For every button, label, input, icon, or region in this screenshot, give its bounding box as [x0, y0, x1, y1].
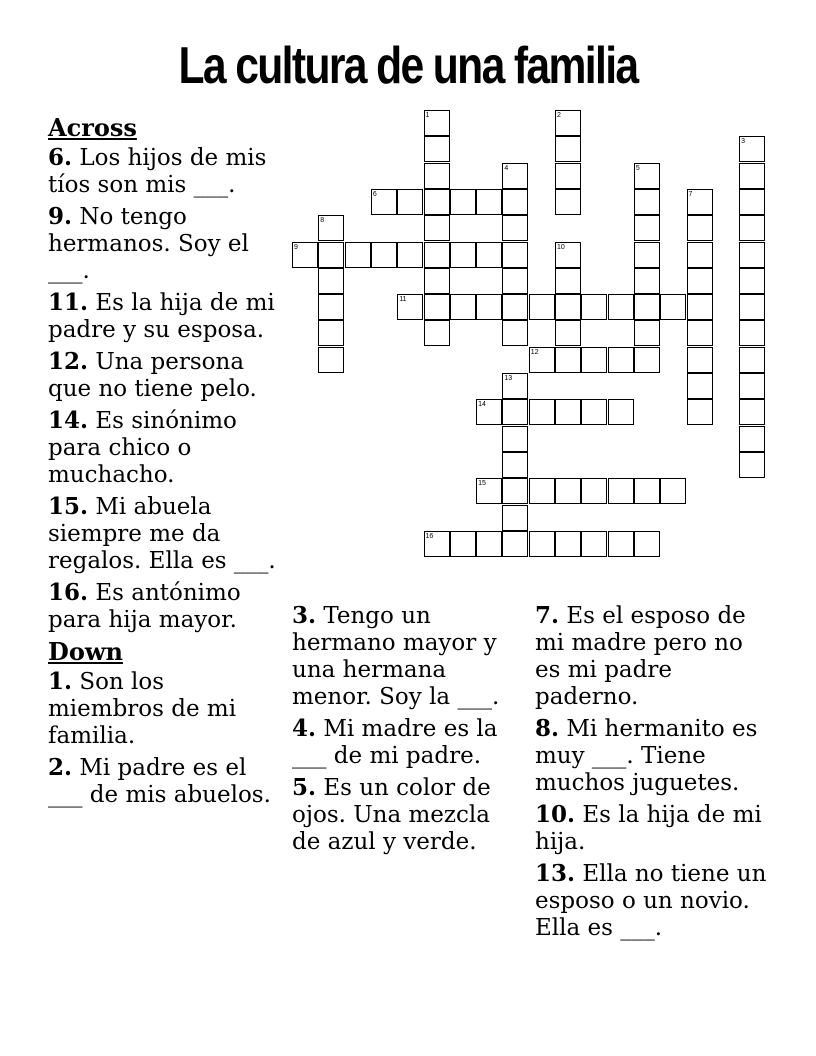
- grid-cell[interactable]: [345, 242, 371, 268]
- across-clue-15: 15. Mi abuela siempre me da regalos. Ella es ___.: [48, 493, 276, 574]
- grid-cell[interactable]: [739, 373, 765, 399]
- grid-cell[interactable]: [424, 268, 450, 294]
- grid-cell[interactable]: [424, 320, 450, 346]
- grid-cell[interactable]: [660, 294, 686, 320]
- grid-cell[interactable]: [687, 242, 713, 268]
- grid-cell[interactable]: [555, 399, 581, 425]
- cell-number: 11: [399, 296, 407, 304]
- grid-cell[interactable]: [476, 189, 502, 215]
- down-clue-2: 2. Mi padre es el ___ de mis abuelos.: [48, 754, 271, 808]
- down-clue-8: 8. Mi hermanito es muy ___. Tiene muchos juguetes.: [535, 715, 758, 796]
- grid-cell[interactable]: [292, 242, 318, 268]
- grid-cell[interactable]: [634, 347, 660, 373]
- grid-cell[interactable]: [555, 347, 581, 373]
- grid-cell[interactable]: [739, 189, 765, 215]
- grid-cell[interactable]: [502, 531, 528, 557]
- grid-cell[interactable]: [555, 242, 581, 268]
- grid-cell[interactable]: [397, 294, 423, 320]
- grid-cell[interactable]: [318, 268, 344, 294]
- down-clue-4: 4. Mi madre es la ___ de mi padre.: [292, 715, 498, 769]
- grid-cell[interactable]: [502, 189, 528, 215]
- grid-cell[interactable]: [424, 294, 450, 320]
- page-title: La cultura de una familia: [178, 37, 638, 95]
- grid-cell[interactable]: [424, 531, 450, 557]
- grid-cell[interactable]: [318, 215, 344, 241]
- grid-cell[interactable]: [476, 294, 502, 320]
- cell-number: 14: [478, 401, 486, 409]
- grid-cell[interactable]: [502, 268, 528, 294]
- grid-cell[interactable]: [450, 531, 476, 557]
- grid-cell[interactable]: [608, 531, 634, 557]
- clue-column-2: [292, 602, 522, 860]
- grid-cell[interactable]: [424, 163, 450, 189]
- grid-cell[interactable]: [581, 399, 607, 425]
- cell-number: 4: [504, 164, 509, 172]
- grid-cell[interactable]: [739, 452, 765, 478]
- grid-cell[interactable]: [555, 294, 581, 320]
- grid-cell[interactable]: [450, 294, 476, 320]
- across-clue-6: 6. Los hijos de mis tíos son mis ___.: [48, 144, 267, 198]
- grid-cell[interactable]: [502, 320, 528, 346]
- grid-cell[interactable]: [555, 163, 581, 189]
- grid-cell[interactable]: [687, 268, 713, 294]
- grid-cell[interactable]: [424, 136, 450, 162]
- grid-cell[interactable]: [397, 189, 423, 215]
- grid-cell[interactable]: [687, 294, 713, 320]
- across-heading: Across: [48, 113, 137, 142]
- grid-cell[interactable]: [555, 268, 581, 294]
- cell-number: 8: [320, 217, 325, 225]
- cell-number: 6: [372, 190, 377, 198]
- grid-cell[interactable]: [739, 294, 765, 320]
- grid-cell[interactable]: [555, 320, 581, 346]
- grid-cell[interactable]: [634, 294, 660, 320]
- grid-cell[interactable]: [687, 215, 713, 241]
- grid-cell[interactable]: [424, 189, 450, 215]
- grid-cell[interactable]: [529, 531, 555, 557]
- grid-cell[interactable]: [529, 478, 555, 504]
- grid-cell[interactable]: [687, 399, 713, 425]
- cell-number: 3: [741, 138, 745, 146]
- grid-cell[interactable]: [529, 294, 555, 320]
- grid-cell[interactable]: [739, 399, 765, 425]
- grid-cell[interactable]: [739, 320, 765, 346]
- grid-cell[interactable]: [608, 294, 634, 320]
- cell-number: 16: [425, 532, 434, 540]
- grid-cell[interactable]: [502, 452, 528, 478]
- grid-cell[interactable]: [502, 373, 528, 399]
- grid-cell[interactable]: [739, 215, 765, 241]
- grid-cell[interactable]: [739, 163, 765, 189]
- grid-cell[interactable]: [634, 163, 660, 189]
- across-clue-9: 9. No tengo hermanos. Soy el ___.: [48, 203, 249, 284]
- cell-number: 12: [530, 348, 539, 356]
- grid-cell[interactable]: [555, 189, 581, 215]
- cell-number: 7: [688, 190, 693, 198]
- grid-cell[interactable]: [634, 268, 660, 294]
- grid-cell[interactable]: [739, 347, 765, 373]
- grid-cell[interactable]: [424, 215, 450, 241]
- grid-cell[interactable]: [660, 478, 686, 504]
- down-heading: Down: [48, 637, 123, 666]
- grid-cell[interactable]: [555, 531, 581, 557]
- across-clue-11: 11. Es la hija de mi padre y su esposa.: [48, 289, 275, 343]
- grid-cell[interactable]: [318, 242, 344, 268]
- down-clue-13: 13. Ella no tiene un esposo o un novio. Ella es ___.: [535, 860, 767, 941]
- cell-number: 1: [425, 112, 430, 119]
- grid-cell[interactable]: [555, 136, 581, 162]
- grid-cell[interactable]: [634, 320, 660, 346]
- grid-cell[interactable]: [476, 242, 502, 268]
- grid-cell[interactable]: [371, 242, 397, 268]
- across-clue-16: 16. Es antónimo para hija mayor.: [48, 579, 241, 633]
- grid-cell[interactable]: [476, 531, 502, 557]
- grid-cell[interactable]: [608, 478, 634, 504]
- grid-cell[interactable]: [687, 347, 713, 373]
- clue-column-3: [535, 602, 775, 946]
- grid-cell[interactable]: [581, 347, 607, 373]
- grid-cell[interactable]: [502, 505, 528, 531]
- cell-number: 10: [557, 243, 565, 251]
- grid-cell[interactable]: [634, 215, 660, 241]
- across-clue-14: 14. Es sinónimo para chico o muchacho.: [48, 407, 237, 488]
- grid-cell[interactable]: [502, 163, 528, 189]
- grid-cell[interactable]: [687, 373, 713, 399]
- grid-cell[interactable]: [529, 399, 555, 425]
- cell-number: 9: [294, 243, 298, 251]
- cell-number: 2: [557, 112, 561, 119]
- grid-cell[interactable]: [424, 110, 450, 136]
- grid-cell[interactable]: [739, 136, 765, 162]
- across-clue-12: 12. Una persona que no tiene pelo.: [48, 348, 257, 402]
- down-clue-1: 1. Son los miembros de mi familia.: [48, 668, 237, 749]
- grid-cell[interactable]: [502, 426, 528, 452]
- down-clue-7: 7. Es el esposo de mi madre pero no es mi padre paderno.: [535, 602, 746, 710]
- grid-cell[interactable]: [581, 531, 607, 557]
- grid-cell[interactable]: [424, 242, 450, 268]
- grid-cell[interactable]: [502, 215, 528, 241]
- grid-cell[interactable]: [502, 294, 528, 320]
- cell-number: 15: [478, 480, 486, 488]
- grid-cell[interactable]: [502, 478, 528, 504]
- grid-cell[interactable]: [634, 189, 660, 215]
- grid-cell[interactable]: [450, 242, 476, 268]
- grid-cell[interactable]: [555, 478, 581, 504]
- down-clue-3: 3. Tengo un hermano mayor y una hermana menor. Soy la ___.: [292, 602, 500, 710]
- grid-cell[interactable]: [476, 478, 502, 504]
- down-clue-5: 5. Es un color de ojos. Una mezcla de azul y verde.: [292, 774, 491, 855]
- grid-cell[interactable]: [687, 320, 713, 346]
- grid-cell[interactable]: [634, 242, 660, 268]
- grid-cell[interactable]: [739, 242, 765, 268]
- grid-cell[interactable]: [450, 189, 476, 215]
- down-clue-10: 10. Es la hija de mi hija.: [535, 801, 762, 855]
- grid-cell[interactable]: [529, 347, 555, 373]
- grid-cell[interactable]: [608, 399, 634, 425]
- grid-cell[interactable]: [581, 294, 607, 320]
- grid-cell[interactable]: [739, 268, 765, 294]
- grid-cell[interactable]: [502, 399, 528, 425]
- grid-cell[interactable]: [397, 242, 423, 268]
- grid-cell[interactable]: [476, 399, 502, 425]
- grid-cell[interactable]: [318, 320, 344, 346]
- grid-cell[interactable]: [318, 294, 344, 320]
- grid-cell[interactable]: [739, 426, 765, 452]
- grid-cell[interactable]: [687, 189, 713, 215]
- grid-cell[interactable]: [634, 531, 660, 557]
- grid-cell[interactable]: [581, 478, 607, 504]
- cell-number: 13: [504, 375, 513, 382]
- cell-number: 5: [635, 164, 640, 172]
- grid-cell[interactable]: [634, 478, 660, 504]
- grid-cell[interactable]: [371, 189, 397, 215]
- grid-cell[interactable]: [502, 242, 528, 268]
- grid-cell[interactable]: [555, 110, 581, 136]
- clue-column-1: [48, 114, 280, 813]
- grid-cell[interactable]: [608, 347, 634, 373]
- grid-cell[interactable]: [318, 347, 344, 373]
